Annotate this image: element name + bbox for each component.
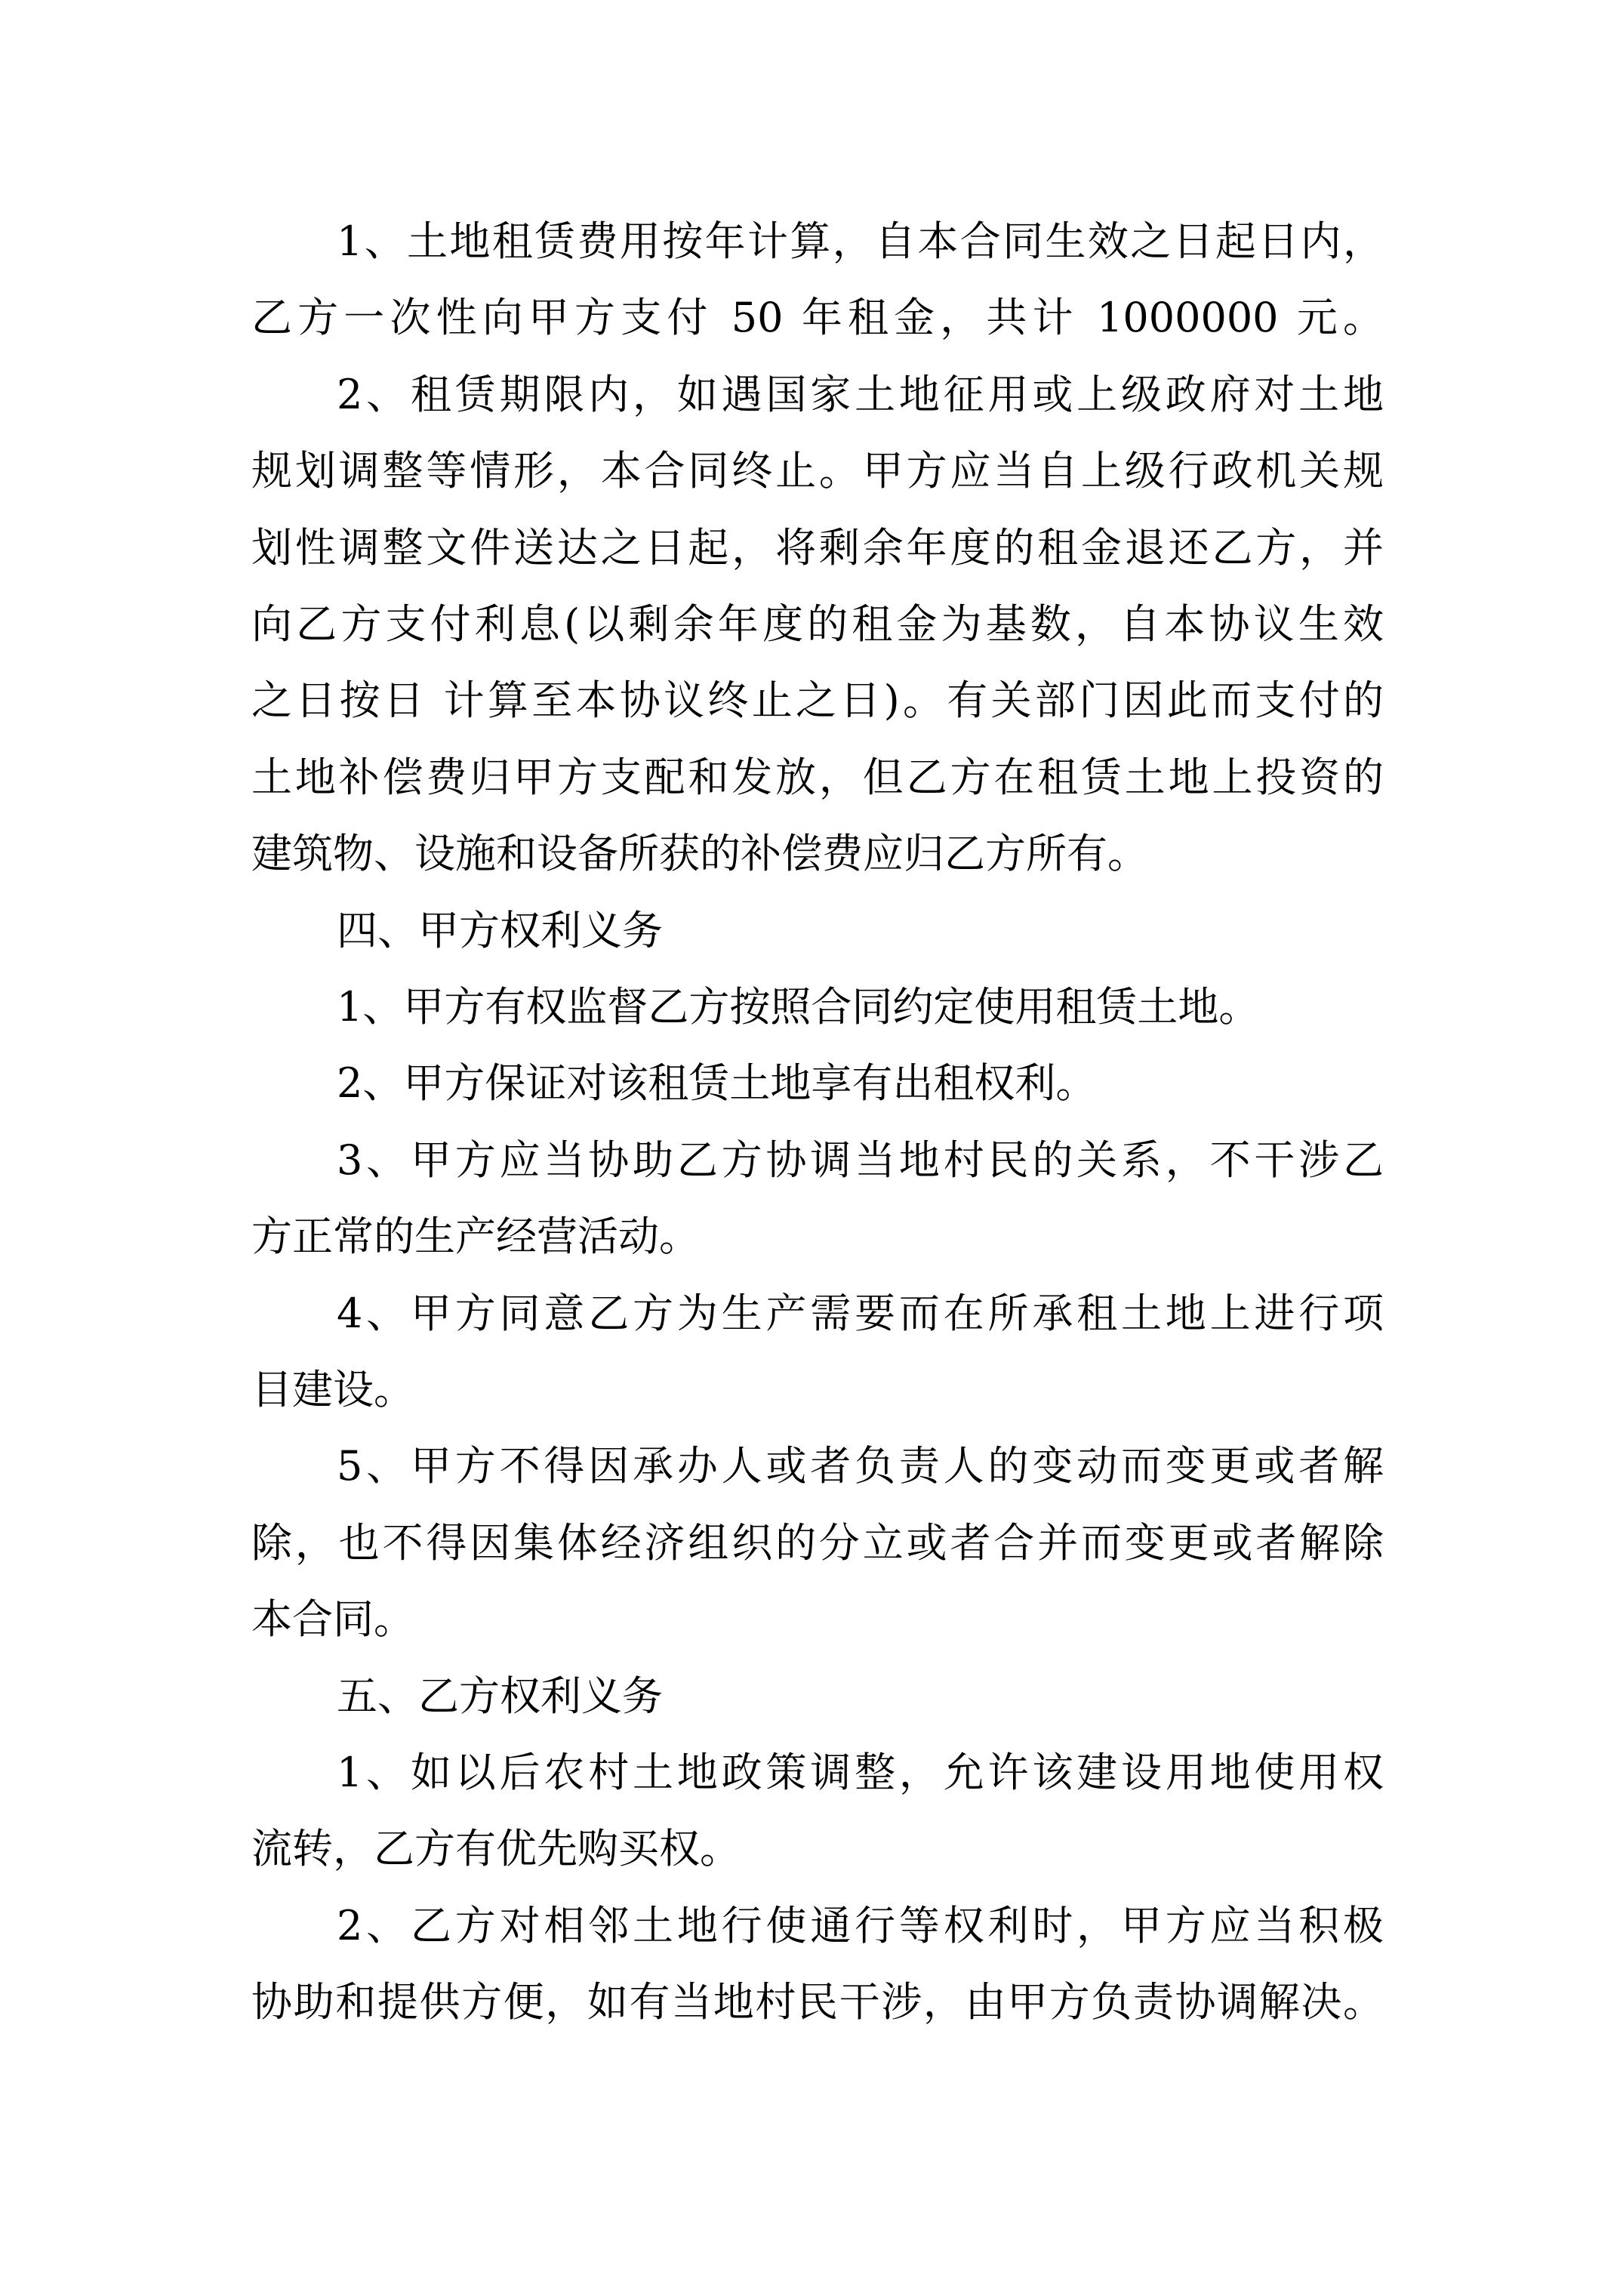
paragraph-line: 目建设。 xyxy=(251,1366,414,1413)
paragraph-line: 划性调整文件送达之日起，将剩余年度的租金退还乙方，并 xyxy=(251,524,1384,572)
paragraph-line: 2、甲方保证对该租赁土地享有出租权利。 xyxy=(337,1059,1097,1107)
paragraph-line: 2、乙方对相邻土地行使通行等权利时，甲方应当积极 xyxy=(337,1902,1384,1949)
paragraph-line: 协助和提供方便，如有当地村民干涉，由甲方负责协调解决。 xyxy=(251,1978,1384,2026)
paragraph-line: 本合同。 xyxy=(251,1595,414,1643)
paragraph-line: 方正常的生产经营活动。 xyxy=(251,1213,700,1260)
paragraph-line: 3、甲方应当协助乙方协调当地村民的关系，不干涉乙 xyxy=(337,1136,1384,1184)
paragraph-line: 流转，乙方有优先购买权。 xyxy=(251,1825,741,1872)
paragraph-line: 1、如以后农村土地政策调整，允许该建设用地使用权 xyxy=(337,1749,1384,1796)
paragraph-line: 建筑物、设施和设备所获的补偿费应归乙方所有。 xyxy=(251,830,1148,877)
section-heading: 五、乙方权利义务 xyxy=(337,1672,663,1720)
paragraph-line: 之日按日 计算至本协议终止之日)。有关部门因此而支付的 xyxy=(251,676,1384,724)
paragraph-line: 土地补偿费归甲方支配和发放，但乙方在租赁土地上投资的 xyxy=(251,754,1384,801)
paragraph-line: 除，也不得因集体经济组织的分立或者合并而变更或者解除 xyxy=(251,1519,1384,1567)
paragraph-line: 规划调整等情形，本合同终止。甲方应当自上级行政机关规 xyxy=(251,447,1384,495)
paragraph-line: 5、甲方不得因承办人或者负责人的变动而变更或者解 xyxy=(337,1442,1384,1490)
paragraph-line: 1、土地租赁费用按年计算，自本合同生效之日起日内， xyxy=(337,217,1384,265)
paragraph-line: 乙方一次性向甲方支付 50 年租金，共计 1000000 元。 xyxy=(251,294,1384,341)
section-heading: 四、甲方权利义务 xyxy=(337,907,663,954)
paragraph-line: 2、租赁期限内，如遇国家土地征用或上级政府对土地 xyxy=(337,371,1384,418)
paragraph-line: 4、甲方同意乙方为生产需要而在所承租土地上进行项 xyxy=(337,1290,1384,1337)
paragraph-line: 向乙方支付利息(以剩余年度的租金为基数，自本协议生效 xyxy=(251,600,1384,648)
paragraph-line: 1、甲方有权监督乙方按照合同约定使用租赁土地。 xyxy=(337,983,1260,1031)
